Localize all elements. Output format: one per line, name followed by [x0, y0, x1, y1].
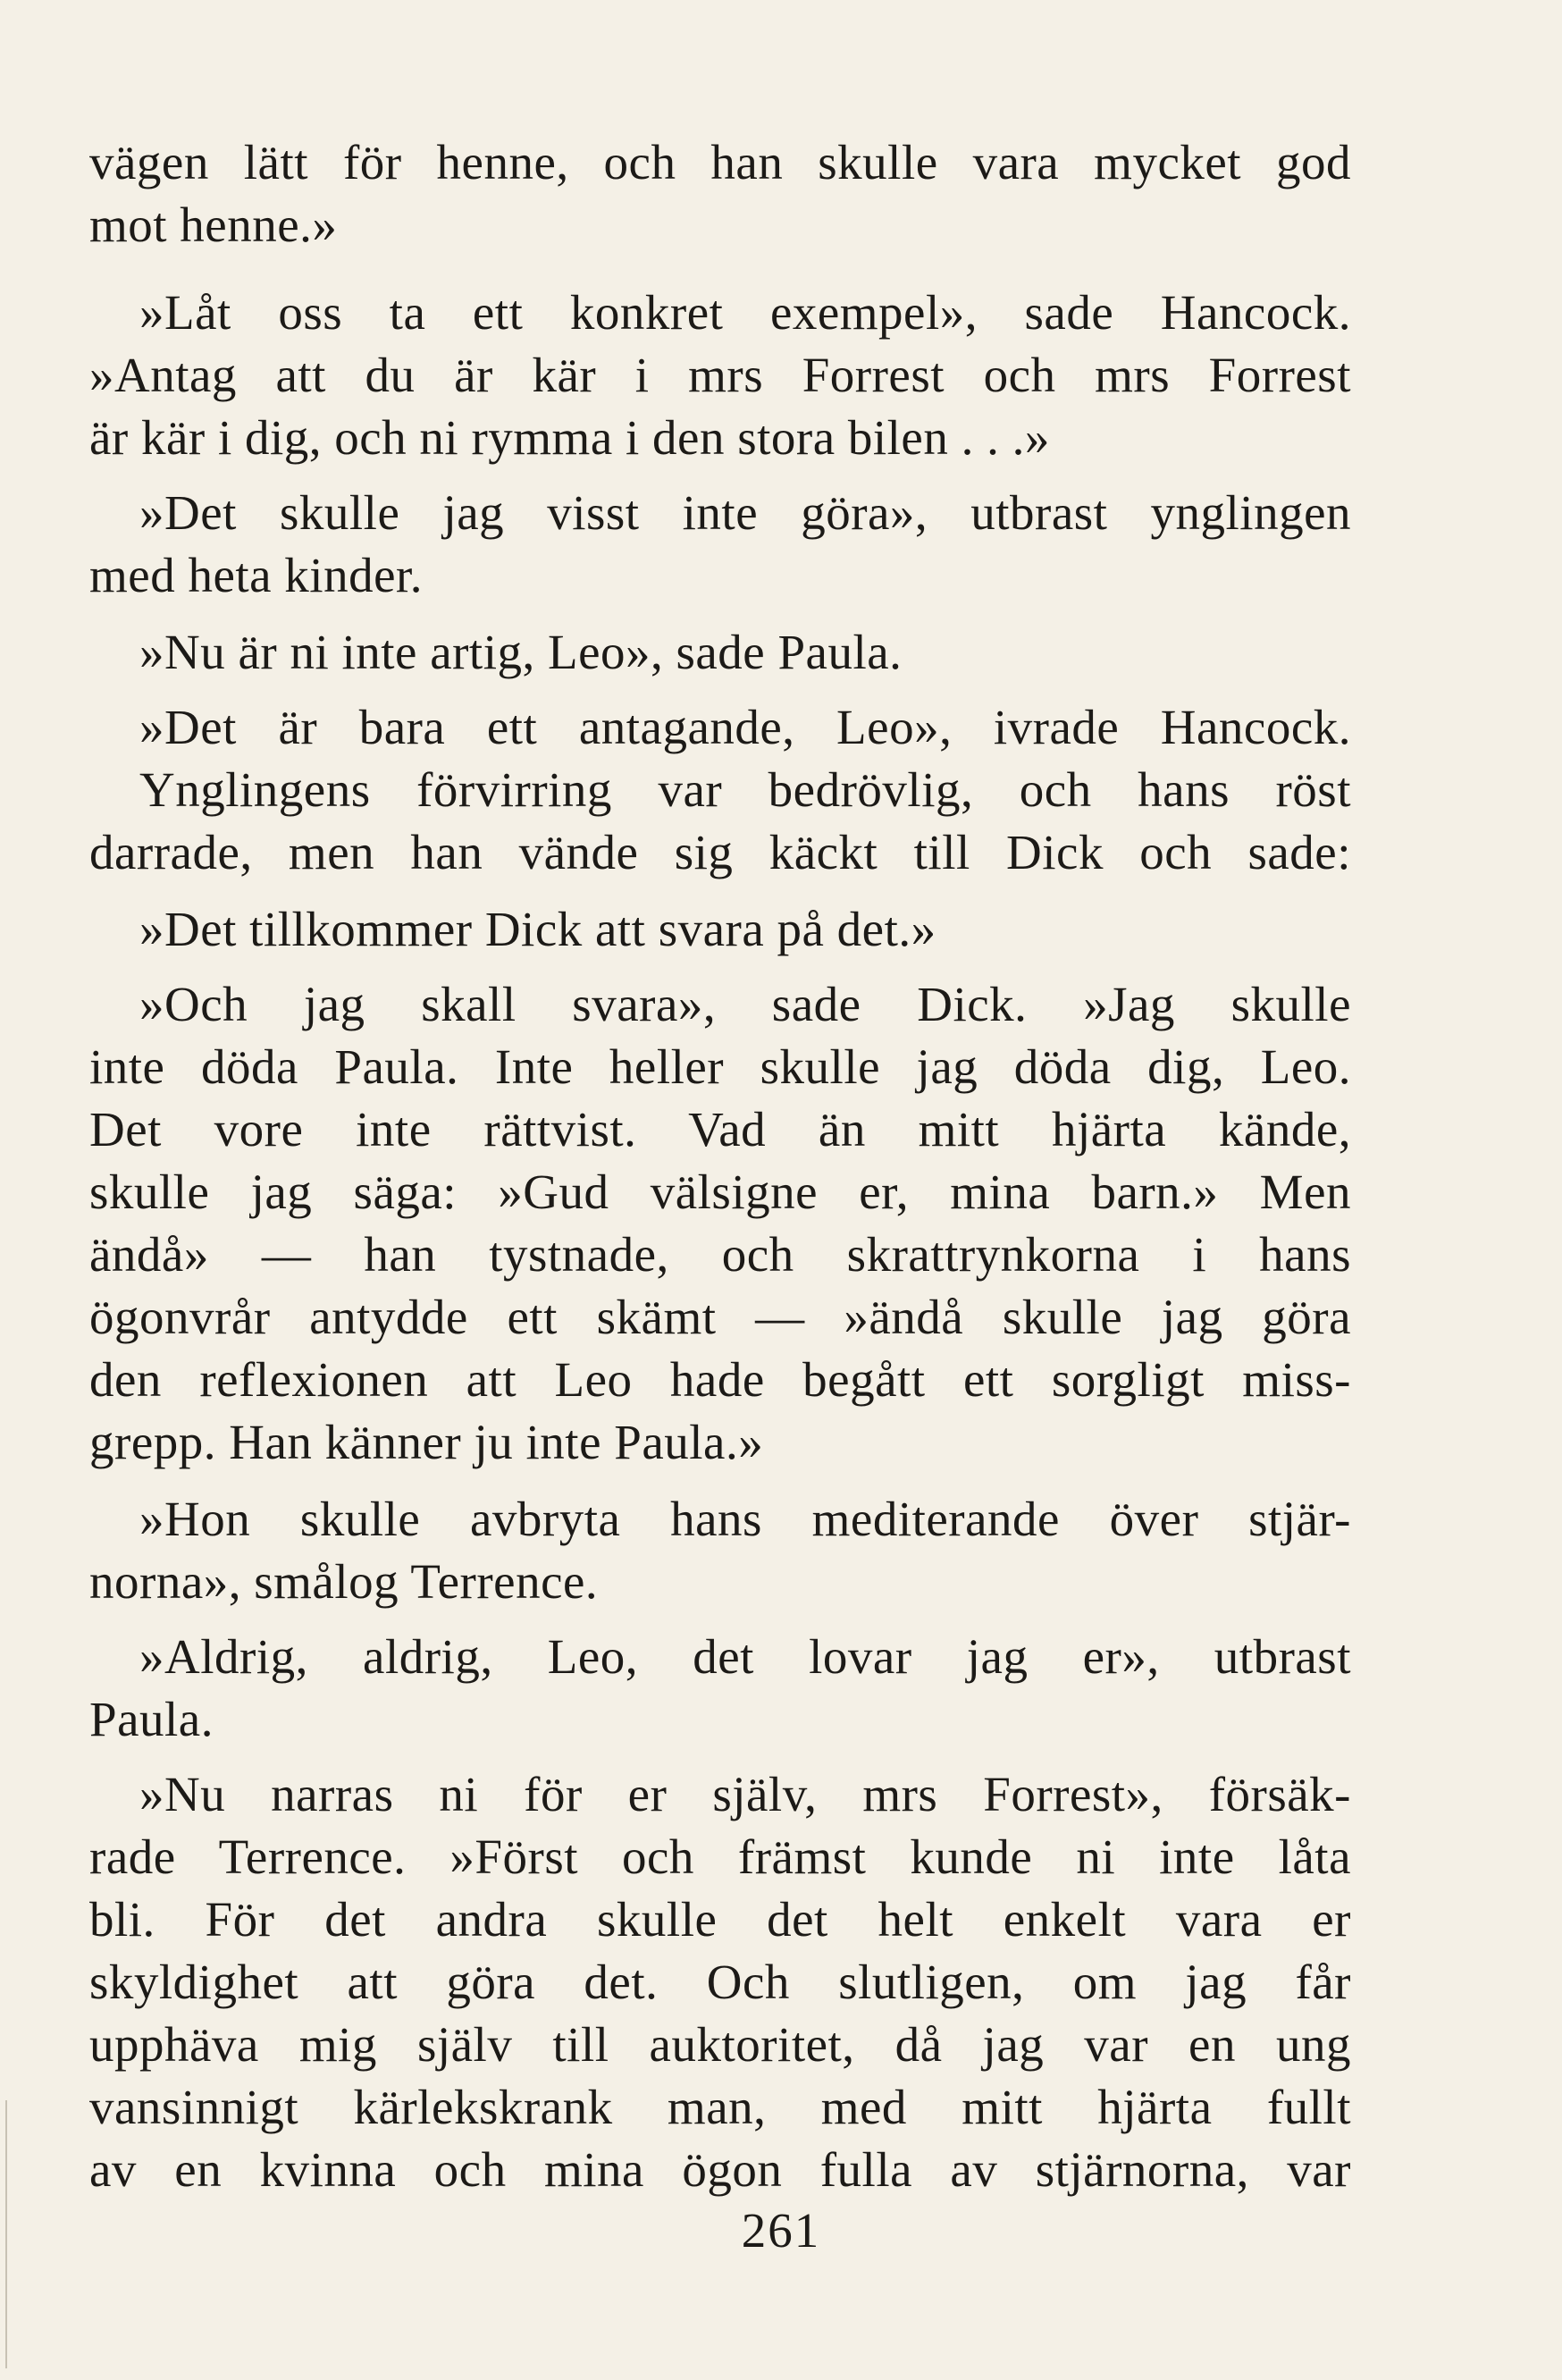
text-line: skyldighet att göra det. Och slutligen, om jag får	[89, 1955, 1351, 2009]
text-line: den reflexionen att Leo hade begått ett sorgligt miss-	[89, 1352, 1351, 1407]
scan-margin-line	[5, 2100, 7, 2368]
text-line: »Det skulle jag visst inte göra», utbrast ynglingen	[139, 485, 1351, 540]
text-line: inte döda Paula. Inte heller skulle jag döda dig, Leo.	[89, 1039, 1351, 1094]
text-line: »Hon skulle avbryta hans mediterande över stjär-	[139, 1492, 1351, 1546]
text-line: skulle jag säga: »Gud välsigne er, mina barn.» Men	[89, 1165, 1351, 1219]
text-line: mot henne.»	[89, 198, 338, 252]
text-line: »Det är bara ett antagande, Leo», ivrade Hancock.	[139, 700, 1351, 754]
text-line: upphäva mig själv till auktoritet, då jag var en ung	[89, 2017, 1351, 2072]
text-line: »Det tillkommer Dick att svara på det.»	[139, 902, 936, 956]
text-line: Det vore inte rättvist. Vad än mitt hjärta kände,	[89, 1102, 1351, 1156]
text-line: »Antag att du är kär i mrs Forrest och mrs Forrest	[89, 348, 1351, 402]
text-line: darrade, men han vände sig käckt till Dick och sade:	[89, 825, 1351, 879]
text-line: rade Terrence. »Först och främst kunde ni inte låta	[89, 1829, 1351, 1884]
text-line: av en kvinna och mina ögon fulla av stjärnorna, var	[89, 2142, 1351, 2197]
text-line: grepp. Han känner ju inte Paula.»	[89, 1415, 764, 1469]
text-line: är kär i dig, och ni rymma i den stora bilen . . .»	[89, 410, 1050, 465]
text-line: norna», smålog Terrence.	[89, 1554, 599, 1609]
text-line: ögonvrår antydde ett skämt — »ändå skulle jag göra	[89, 1290, 1351, 1344]
text-line: vägen lätt för henne, och han skulle vara mycket god	[89, 135, 1351, 189]
text-line: bli. För det andra skulle det helt enkelt vara er	[89, 1892, 1351, 1947]
page-number: 261	[741, 2203, 821, 2258]
text-line: ändå» — han tystnade, och skrattrynkorna i hans	[89, 1227, 1351, 1282]
text-line: med heta kinder.	[89, 548, 424, 602]
text-line: vansinnigt kärlekskrank man, med mitt hjärta fullt	[89, 2080, 1351, 2134]
text-line: Ynglingens förvirring var bedrövlig, och hans röst	[139, 762, 1351, 817]
text-line: Paula.	[89, 1692, 214, 1746]
text-line: »Låt oss ta ett konkret exempel», sade Hancock.	[139, 285, 1351, 340]
text-line: »Och jag skall svara», sade Dick. »Jag skulle	[139, 977, 1351, 1031]
text-line: »Nu narras ni för er själv, mrs Forrest», försäk-	[139, 1767, 1351, 1821]
text-line: »Nu är ni inte artig, Leo», sade Paula.	[139, 625, 903, 679]
text-line: »Aldrig, aldrig, Leo, det lovar jag er», utbrast	[139, 1629, 1351, 1684]
